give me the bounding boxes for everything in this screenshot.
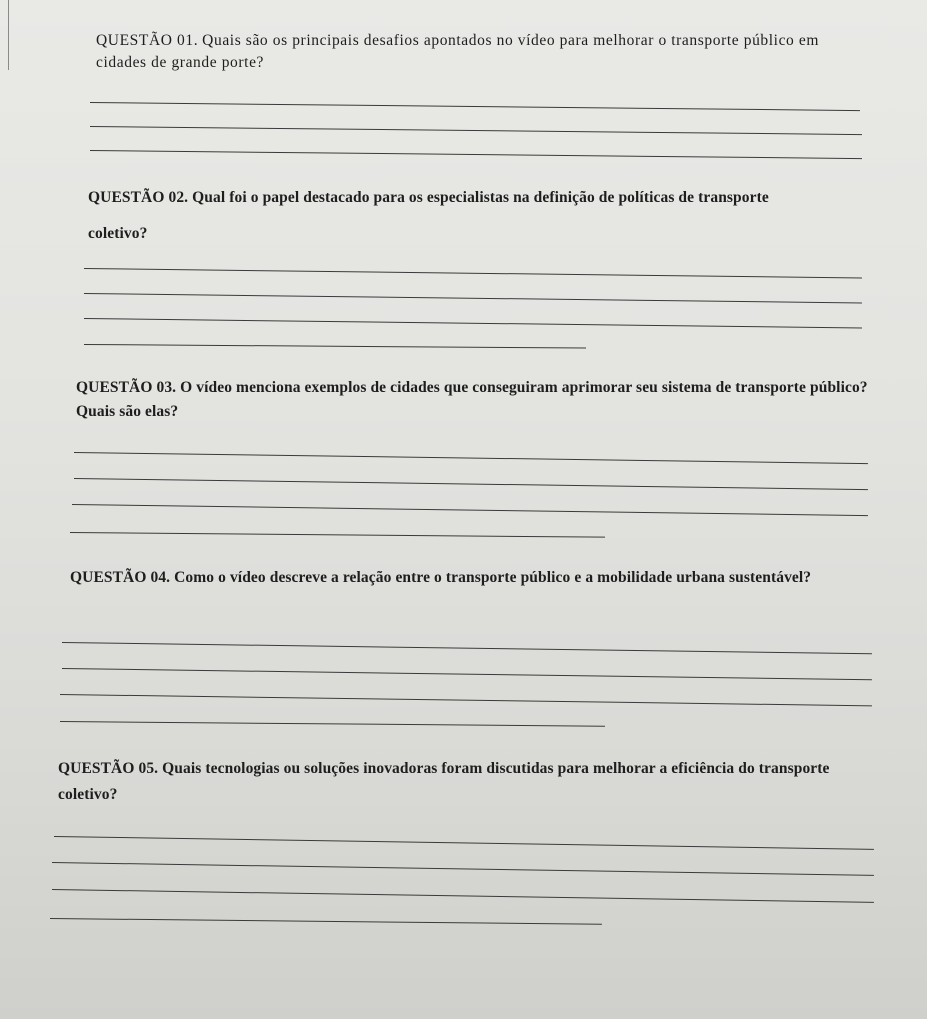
answer-line[interactable] — [62, 642, 872, 654]
answer-line[interactable] — [74, 452, 868, 464]
answer-line[interactable] — [84, 293, 862, 304]
question-4-label: QUESTÃO 04. — [70, 569, 171, 586]
question-3 — [76, 376, 872, 424]
question-2-label: QUESTÃO 02. — [88, 189, 189, 206]
question-1-text: Quais são os principais desafios apontados no vídeo para melhorar o transporte público em cidades de grande porte? — [96, 32, 820, 71]
question-4 — [70, 566, 876, 590]
question-5 — [58, 756, 878, 808]
answer-line[interactable] — [90, 102, 860, 111]
answer-line[interactable] — [90, 126, 862, 135]
answer-line[interactable] — [60, 694, 872, 706]
question-2 — [88, 180, 828, 252]
question-5-label: QUESTÃO 05. — [58, 760, 159, 777]
answer-line[interactable] — [90, 150, 862, 159]
question-5-text: Quais tecnologias ou soluções inovadoras foram discutidas para melhorar a eficiência do transporte coletivo? — [58, 760, 830, 803]
answer-line[interactable] — [50, 918, 602, 925]
answer-line[interactable] — [84, 344, 586, 349]
answer-line[interactable] — [70, 532, 605, 538]
answer-line[interactable] — [60, 721, 605, 727]
answer-line[interactable] — [62, 668, 872, 680]
question-4-text: Como o vídeo descreve a relação entre o transporte público e a mobilidade urbana sustentável? — [174, 569, 812, 586]
question-1-label: QUESTÃO 01. — [96, 32, 199, 49]
answer-line[interactable] — [72, 504, 868, 516]
answer-line[interactable] — [52, 889, 874, 903]
question-3-text: O vídeo menciona exemplos de cidades que conseguiram aprimorar seu sistema de transporte público? Quais são elas? — [76, 379, 868, 420]
question-2-text: Qual foi o papel destacado para os especialistas na definição de políticas de transporte coletivo? — [88, 189, 769, 242]
answer-line[interactable] — [84, 268, 862, 279]
answer-line[interactable] — [52, 862, 874, 876]
answer-line[interactable] — [84, 318, 862, 329]
answer-line[interactable] — [54, 836, 874, 850]
margin-rule — [8, 0, 9, 70]
answer-line[interactable] — [74, 478, 868, 490]
question-1 — [96, 30, 866, 74]
question-3-label: QUESTÃO 03. — [76, 379, 177, 396]
